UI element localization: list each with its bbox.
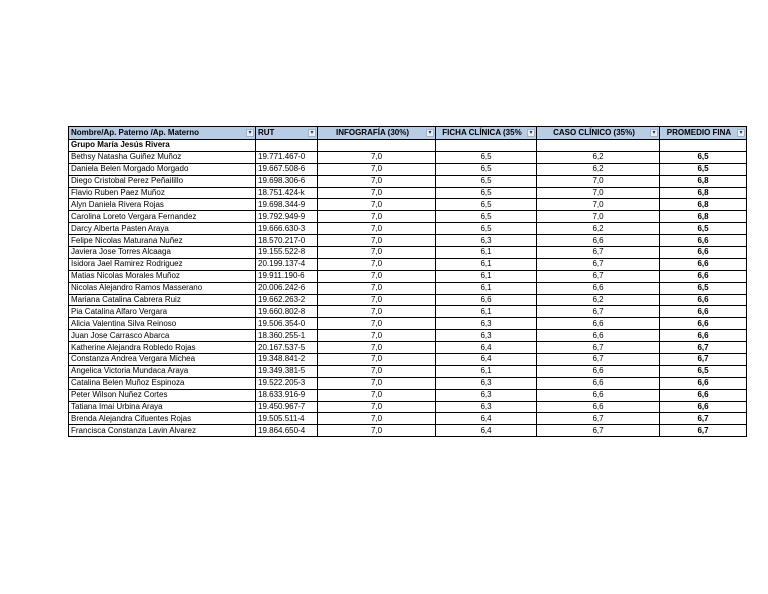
cell-infografia[interactable]: 7,0	[318, 270, 436, 282]
cell-caso-clinico[interactable]: 6,7	[537, 258, 660, 270]
cell-nombre[interactable]: Alyn Daniela Rivera Rojas	[69, 199, 256, 211]
cell-rut[interactable]: 18.360.255-1	[256, 330, 318, 342]
cell-caso-clinico[interactable]: 6,6	[537, 389, 660, 401]
cell-rut[interactable]: 19.660.802-8	[256, 306, 318, 318]
header-infografia[interactable]: INFOGRAFÍA (30%) ▾	[318, 127, 436, 140]
cell-infografia[interactable]: 7,0	[318, 223, 436, 235]
cell-nombre[interactable]: Brenda Alejandra Cifuentes Rojas	[69, 413, 256, 425]
cell-promedio-final[interactable]: 6,6	[660, 330, 747, 342]
cell-promedio-final[interactable]: 6,5	[660, 365, 747, 377]
cell-caso-clinico[interactable]: 6,6	[537, 377, 660, 389]
cell-infografia[interactable]: 7,0	[318, 282, 436, 294]
cell-rut[interactable]: 20.006.242-6	[256, 282, 318, 294]
cell-infografia[interactable]: 7,0	[318, 389, 436, 401]
cell-nombre[interactable]: Juan Jose Carrasco Abarca	[69, 330, 256, 342]
cell-nombre[interactable]: Flavio Ruben Paez Muñoz	[69, 187, 256, 199]
cell-ficha-clinica[interactable]: 6,3	[436, 401, 537, 413]
table-row	[69, 151, 747, 163]
cell-nombre[interactable]: Diego Cristobal Perez Peñailillo	[69, 175, 256, 187]
header-rut[interactable]: RUT ▾	[256, 127, 318, 140]
cell-ficha-clinica[interactable]: 6,4	[436, 413, 537, 425]
cell-promedio-final[interactable]: 6,5	[660, 282, 747, 294]
cell-rut[interactable]: 19.666.630-3	[256, 223, 318, 235]
cell-infografia[interactable]: 7,0	[318, 247, 436, 259]
cell-rut[interactable]: 19.911.190-6	[256, 270, 318, 282]
cell-caso-clinico[interactable]: 6,6	[537, 401, 660, 413]
grades-table	[68, 126, 747, 437]
cell-infografia[interactable]: 7,0	[318, 258, 436, 270]
cell-caso-clinico[interactable]: 6,7	[537, 354, 660, 366]
header-nombre[interactable]: Nombre/Ap. Paterno /Ap. Materno ▾	[69, 127, 256, 140]
cell-promedio-final[interactable]: 6,7	[660, 342, 747, 354]
cell-caso-clinico[interactable]: 6,6	[537, 235, 660, 247]
cell-rut[interactable]: 18.751.424-k	[256, 187, 318, 199]
cell-caso-clinico[interactable]: 6,7	[537, 413, 660, 425]
cell-infografia[interactable]: 7,0	[318, 306, 436, 318]
cell-promedio-final[interactable]: 6,6	[660, 247, 747, 259]
table-row	[69, 294, 747, 306]
cell-nombre[interactable]: Alicia Valentina Silva Reinoso	[69, 318, 256, 330]
cell-ficha-clinica[interactable]: 6,5	[436, 151, 537, 163]
cell-nombre[interactable]: Mariana Catalina Cabrera Ruiz	[69, 294, 256, 306]
cell-caso-clinico[interactable]: 6,7	[537, 247, 660, 259]
cell-promedio-final[interactable]: 6,7	[660, 425, 747, 437]
table-row	[69, 163, 747, 175]
cell-ficha-clinica[interactable]: 6,4	[436, 354, 537, 366]
cell-infografia[interactable]: 7,0	[318, 211, 436, 223]
cell-ficha-clinica[interactable]: 6,1	[436, 365, 537, 377]
table-row	[69, 270, 747, 282]
cell-rut[interactable]: 19.698.344-9	[256, 199, 318, 211]
cell-infografia[interactable]: 7,0	[318, 163, 436, 175]
cell-infografia[interactable]: 7,0	[318, 365, 436, 377]
cell-infografia[interactable]: 7,0	[318, 199, 436, 211]
cell-rut[interactable]: 18.570.217-0	[256, 235, 318, 247]
cell-caso-clinico[interactable]: 7,0	[537, 175, 660, 187]
cell-ficha-clinica[interactable]: 6,5	[436, 187, 537, 199]
cell-caso-clinico[interactable]: 7,0	[537, 199, 660, 211]
cell-rut[interactable]: 19.348.841-2	[256, 354, 318, 366]
cell-infografia[interactable]: 7,0	[318, 413, 436, 425]
cell-nombre[interactable]: Darcy Alberta Pasten Araya	[69, 223, 256, 235]
cell-rut[interactable]: 19.450.967-7	[256, 401, 318, 413]
table-row	[69, 258, 747, 270]
cell-caso-clinico[interactable]: 7,0	[537, 211, 660, 223]
cell-nombre[interactable]: Katherine Alejandra Robledo Rojas	[69, 342, 256, 354]
table-row	[69, 389, 747, 401]
cell-nombre[interactable]: Matias Nicolas Morales Muñoz	[69, 270, 256, 282]
cell-ficha-clinica[interactable]: 6,4	[436, 342, 537, 354]
table-row	[69, 247, 747, 259]
chevron-down-icon[interactable]: ▾	[308, 129, 316, 137]
cell-rut[interactable]: 19.667.508-6	[256, 163, 318, 175]
table-row	[69, 365, 747, 377]
cell-ficha-clinica[interactable]: 6,3	[436, 330, 537, 342]
cell-rut[interactable]: 20.199.137-4	[256, 258, 318, 270]
cell-promedio-final[interactable]: 6,8	[660, 211, 747, 223]
cell-caso-clinico[interactable]: 6,7	[537, 342, 660, 354]
chevron-down-icon[interactable]: ▾	[650, 129, 658, 137]
cell-ficha-clinica[interactable]: 6,3	[436, 389, 537, 401]
table-row	[69, 199, 747, 211]
cell-infografia[interactable]: 7,0	[318, 294, 436, 306]
cell-ficha-clinica[interactable]: 6,3	[436, 318, 537, 330]
cell-nombre[interactable]: Constanza Andrea Vergara Michea	[69, 354, 256, 366]
cell-promedio-final[interactable]: 6,6	[660, 306, 747, 318]
cell-rut[interactable]: 19.864.650-4	[256, 425, 318, 437]
header-promedio-final[interactable]: PROMEDIO FINA ▾	[660, 127, 747, 140]
cell-caso-clinico[interactable]: 6,6	[537, 330, 660, 342]
cell-ficha-clinica[interactable]: 6,4	[436, 425, 537, 437]
cell-ficha-clinica[interactable]: 6,1	[436, 258, 537, 270]
cell-ficha-clinica[interactable]: 6,5	[436, 199, 537, 211]
cell-nombre[interactable]: Nicolas Alejandro Ramos Masserano	[69, 282, 256, 294]
cell-ficha-clinica[interactable]: 6,5	[436, 211, 537, 223]
cell-caso-clinico[interactable]: 6,7	[537, 425, 660, 437]
cell-ficha-clinica[interactable]: 6,5	[436, 175, 537, 187]
cell-ficha-clinica[interactable]: 6,3	[436, 235, 537, 247]
cell-promedio-final[interactable]: 6,8	[660, 199, 747, 211]
cell-infografia[interactable]: 7,0	[318, 401, 436, 413]
header-caso-clinico[interactable]: CASO CLÍNICO (35%) ▾	[537, 127, 660, 140]
cell-ficha-clinica[interactable]: 6,5	[436, 163, 537, 175]
cell-caso-clinico[interactable]: 6,2	[537, 151, 660, 163]
cell-caso-clinico[interactable]: 7,0	[537, 187, 660, 199]
cell-promedio-final[interactable]: 6,6	[660, 377, 747, 389]
cell-promedio-final[interactable]: 6,5	[660, 151, 747, 163]
cell-ficha-clinica[interactable]: 6,3	[436, 377, 537, 389]
cell-promedio-final[interactable]: 6,6	[660, 318, 747, 330]
cell-promedio-final[interactable]: 6,6	[660, 401, 747, 413]
table-row	[69, 342, 747, 354]
group-row	[69, 140, 747, 152]
header-ficha-clinica[interactable]: FICHA CLÍNICA (35% ▾	[436, 127, 537, 140]
cell-infografia[interactable]: 7,0	[318, 318, 436, 330]
cell-nombre[interactable]: Pia Catalina Alfaro Vergara	[69, 306, 256, 318]
cell-nombre[interactable]: Catalina Belen Muñoz Espinoza	[69, 377, 256, 389]
cell-nombre[interactable]: Tatiana Imai Urbina Araya	[69, 401, 256, 413]
table-row	[69, 330, 747, 342]
cell-nombre[interactable]: Carolina Loreto Vergara Fernandez	[69, 211, 256, 223]
cell-infografia[interactable]: 7,0	[318, 330, 436, 342]
cell-rut[interactable]: 19.349.381-5	[256, 365, 318, 377]
cell-ficha-clinica[interactable]: 6,6	[436, 294, 537, 306]
cell-infografia[interactable]: 7,0	[318, 354, 436, 366]
cell-promedio-final[interactable]: 6,7	[660, 354, 747, 366]
cell-promedio-final[interactable]: 6,8	[660, 175, 747, 187]
cell-nombre[interactable]: Francisca Constanza Lavin Alvarez	[69, 425, 256, 437]
cell-caso-clinico[interactable]: 6,6	[537, 365, 660, 377]
cell-nombre[interactable]: Javiera Jose Torres Alcaaga	[69, 247, 256, 259]
cell-ficha-clinica[interactable]: 6,1	[436, 282, 537, 294]
cell-infografia[interactable]: 7,0	[318, 235, 436, 247]
header-row	[69, 127, 747, 140]
cell-caso-clinico[interactable]: 6,2	[537, 163, 660, 175]
cell-rut[interactable]: 20.167.537-5	[256, 342, 318, 354]
cell-infografia[interactable]: 7,0	[318, 377, 436, 389]
cell-nombre[interactable]: Peter Wilson Nuñez Cortes	[69, 389, 256, 401]
cell-ficha-clinica[interactable]: 6,1	[436, 270, 537, 282]
table-row	[69, 318, 747, 330]
table-row	[69, 354, 747, 366]
table-row	[69, 211, 747, 223]
cell-rut[interactable]: 19.792.949-9	[256, 211, 318, 223]
table-row	[69, 306, 747, 318]
cell-promedio-final[interactable]: 6,6	[660, 258, 747, 270]
cell-infografia[interactable]: 7,0	[318, 187, 436, 199]
chevron-down-icon[interactable]: ▾	[737, 129, 745, 137]
chevron-down-icon[interactable]: ▾	[246, 129, 254, 137]
cell-caso-clinico[interactable]: 6,6	[537, 282, 660, 294]
table-row	[69, 377, 747, 389]
cell-caso-clinico[interactable]: 6,7	[537, 270, 660, 282]
cell-caso-clinico[interactable]: 6,7	[537, 306, 660, 318]
chevron-down-icon[interactable]: ▾	[527, 129, 535, 137]
cell-ficha-clinica[interactable]: 6,1	[436, 247, 537, 259]
cell-rut[interactable]: 19.505.511-4	[256, 413, 318, 425]
cell-promedio-final[interactable]: 6,5	[660, 223, 747, 235]
cell-promedio-final[interactable]: 6,6	[660, 389, 747, 401]
cell-caso-clinico[interactable]: 6,6	[537, 318, 660, 330]
cell-ficha-clinica[interactable]: 6,1	[436, 306, 537, 318]
cell-nombre[interactable]: Daniela Belen Morgado Morgado	[69, 163, 256, 175]
cell-infografia[interactable]: 7,0	[318, 425, 436, 437]
group-label: Grupo María Jesús Rivera	[69, 140, 256, 152]
table-row	[69, 175, 747, 187]
cell-rut[interactable]: 18.633.916-9	[256, 389, 318, 401]
table-row	[69, 413, 747, 425]
cell-nombre[interactable]: Isidora Jael Ramirez Rodriguez	[69, 258, 256, 270]
table-row	[69, 401, 747, 413]
chevron-down-icon[interactable]: ▾	[426, 129, 434, 137]
table-row	[69, 282, 747, 294]
cell-ficha-clinica[interactable]: 6,5	[436, 223, 537, 235]
cell-rut[interactable]: 19.155.522-8	[256, 247, 318, 259]
cell-caso-clinico[interactable]: 6,2	[537, 223, 660, 235]
table-row	[69, 425, 747, 437]
cell-infografia[interactable]: 7,0	[318, 151, 436, 163]
table-row	[69, 187, 747, 199]
cell-rut[interactable]: 19.771.467-0	[256, 151, 318, 163]
cell-nombre[interactable]: Felipe Nicolas Maturana Nuñez	[69, 235, 256, 247]
cell-promedio-final[interactable]: 6,7	[660, 413, 747, 425]
table-row	[69, 223, 747, 235]
cell-promedio-final[interactable]: 6,6	[660, 235, 747, 247]
cell-rut[interactable]: 19.698.306-6	[256, 175, 318, 187]
cell-infografia[interactable]: 7,0	[318, 175, 436, 187]
cell-promedio-final[interactable]: 6,6	[660, 270, 747, 282]
cell-rut[interactable]: 19.522.205-3	[256, 377, 318, 389]
cell-promedio-final[interactable]: 6,8	[660, 187, 747, 199]
cell-rut[interactable]: 19.506.354-0	[256, 318, 318, 330]
cell-infografia[interactable]: 7,0	[318, 342, 436, 354]
table-row	[69, 235, 747, 247]
cell-promedio-final[interactable]: 6,6	[660, 294, 747, 306]
cell-nombre[interactable]: Bethsy Natasha Guiñez Muñoz	[69, 151, 256, 163]
cell-rut[interactable]: 19.662.263-2	[256, 294, 318, 306]
cell-caso-clinico[interactable]: 6,2	[537, 294, 660, 306]
cell-promedio-final[interactable]: 6,5	[660, 163, 747, 175]
cell-nombre[interactable]: Angelica Victoria Mundaca Araya	[69, 365, 256, 377]
